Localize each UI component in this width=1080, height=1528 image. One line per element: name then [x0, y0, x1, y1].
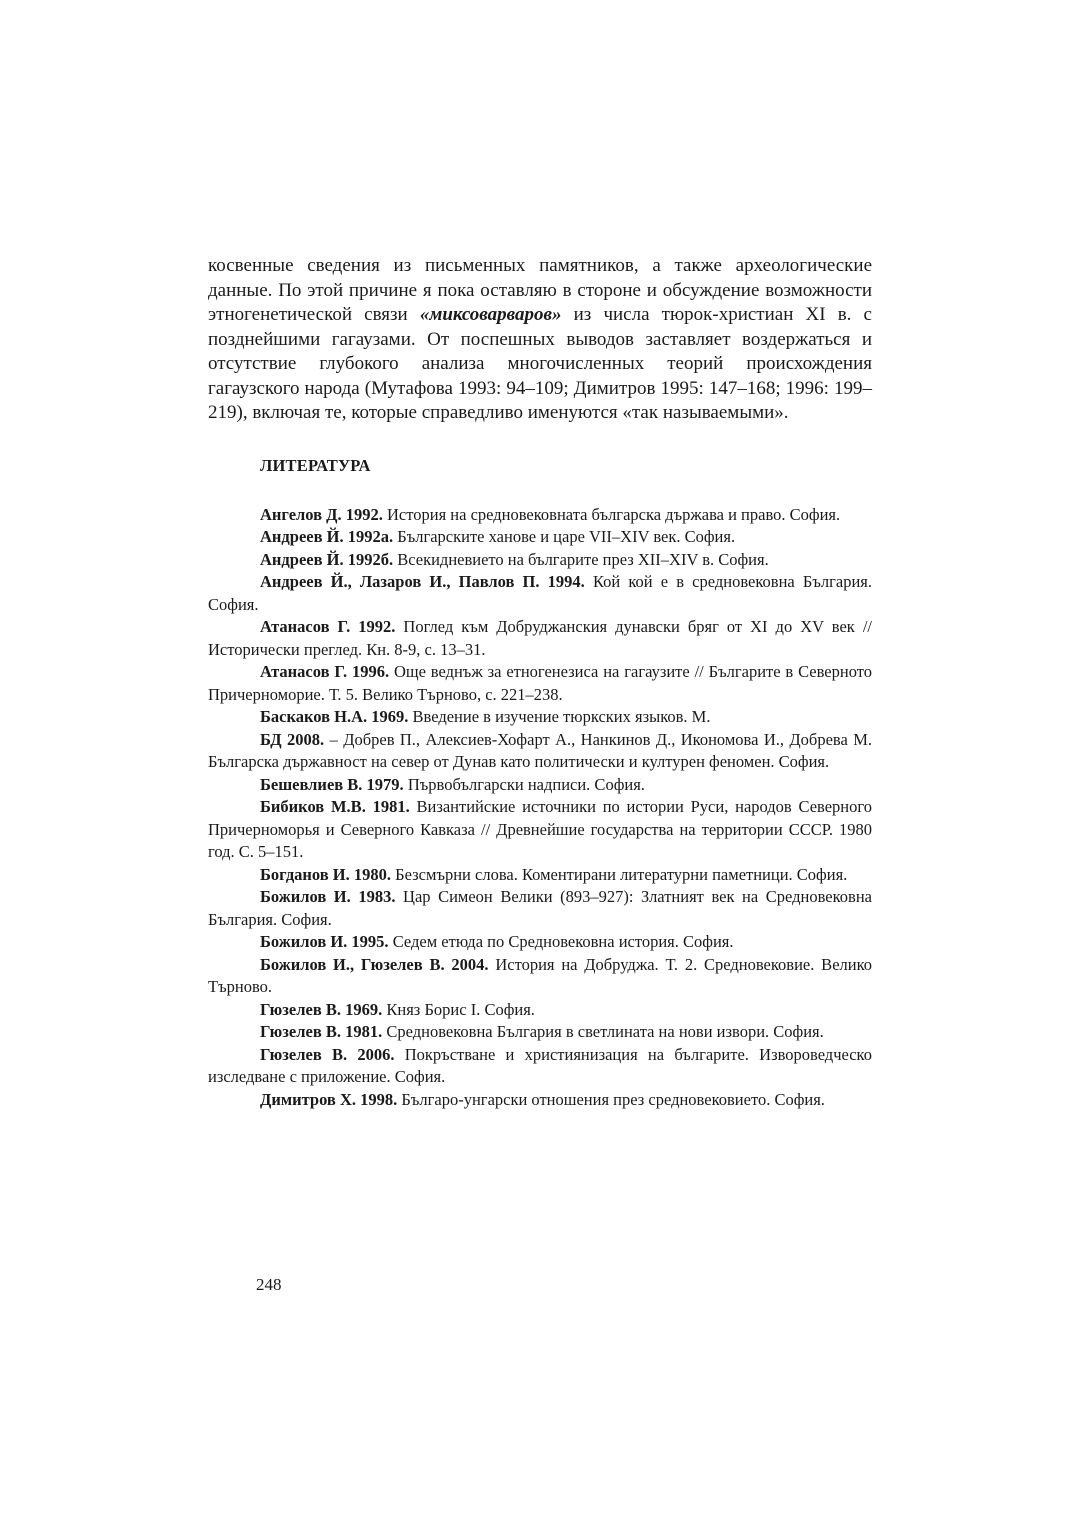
reference-author: БД 2008.	[260, 729, 325, 749]
reference-author: Димитров Х. 1998.	[260, 1089, 398, 1109]
body-text-before: косвенные сведения из письменных памятников, а также археологические данные. По этой причине я пока оставляю в стороне и обсуждение возможности этногенетической связи	[208, 255, 872, 325]
reference-text: Княз Борис I. София.	[382, 999, 535, 1019]
reference-item	[208, 504, 872, 527]
reference-item	[208, 616, 872, 661]
reference-text: Введение в изучение тюркских языков. М.	[408, 707, 711, 726]
reference-text: Поглед към Добруджанския дунавски бряг от XI до XV век // Исторически преглед. Кн. 8-9, с. 13–31.	[208, 617, 872, 659]
reference-item	[208, 931, 872, 954]
reference-text: История на Добруджа. Т. 2. Средновековие. Велико Търново.	[208, 954, 873, 996]
page-number: 248	[256, 1275, 282, 1294]
reference-author: Ангелов Д. 1992.	[260, 504, 383, 524]
reference-item	[208, 1089, 872, 1112]
reference-author: Гюзелев В. 2006.	[260, 1044, 395, 1064]
body-text-after: из числа тюрок-христиан XI в. с позднейшими гагаузами. От поспешных выводов заставляет воздержаться и отсутствие глубокого анализа многочисленных теорий происхождения гагаузского народа (Мутафова 1993: 94–109; Димитров 1995: 147–168; 1996: 199–219), включая те, которые справедливо именуются «так называемыми».	[208, 304, 872, 423]
reference-text: Безсмърни слова. Коментирани литературни паметници. София.	[391, 864, 848, 884]
reference-item	[208, 774, 872, 797]
reference-item	[208, 549, 872, 572]
reference-text: – Добрев П., Алексиев-Хофарт А., Нанкинов Д., Икономова И., Добрева М. Българска държавност на север от Дунав като политически и културен феномен. София.	[208, 729, 872, 771]
reference-text: Още веднъж за етногенезиса на гагаузите // Българите в Северното Причерноморие. Т. 5. Велико Търново, с. 221–238.	[208, 662, 872, 704]
reference-author: Андреев Й., Лазаров И., Павлов П. 1994.	[260, 572, 585, 591]
reference-item	[208, 796, 872, 864]
reference-author: Бешевлиев В. 1979.	[260, 774, 404, 794]
reference-author: Бибиков М.В. 1981.	[260, 797, 410, 816]
reference-item	[208, 706, 872, 729]
reference-text: История на средновековната българска държава и право. София.	[382, 504, 841, 524]
reference-list	[208, 504, 872, 1112]
reference-item	[208, 526, 872, 549]
reference-text: Покръстване и християнизация на българите. Извороведческо изследване с приложение. София.	[208, 1044, 872, 1086]
reference-item	[208, 1044, 872, 1089]
reference-text: Първобългарски надписи. София.	[403, 774, 645, 794]
reference-item	[208, 571, 872, 616]
body-paragraph	[208, 254, 872, 426]
reference-author: Богданов И. 1980.	[260, 864, 392, 884]
reference-author: Андреев Й. 1992а.	[260, 527, 394, 546]
section-heading: ЛИТЕРАТУРА	[260, 455, 371, 475]
reference-text: Византийские источники по истории Руси, народов Северного Причерноморья и Северного Кавказа // Древнейшие государства на территории СССР. 1980 год. С. 5–151.	[208, 797, 872, 861]
reference-text: Средновековна България в светлината на нови извори. София.	[382, 1022, 824, 1041]
reference-author: Божилов И. 1995.	[260, 932, 389, 951]
reference-text: Българо-унгарски отношения през средновековието. София.	[397, 1089, 825, 1109]
reference-author: Божилов И., Гюзелев В. 2004.	[260, 954, 489, 974]
reference-author: Атанасов Г. 1992.	[260, 617, 396, 636]
reference-text: Всекидневието на българите през XII–XIV в. София.	[393, 549, 769, 569]
reference-item	[208, 954, 872, 999]
reference-item	[208, 886, 872, 931]
reference-author: Баскаков Н.А. 1969.	[260, 707, 409, 726]
page-content	[208, 254, 872, 1111]
reference-text: Българските ханове и царе VII–XIV век. София.	[393, 527, 736, 546]
reference-text: Кой кой е в средновековна България. София.	[208, 572, 872, 614]
reference-item	[208, 864, 872, 887]
body-emphasis: «миксоварваров»	[419, 304, 562, 325]
reference-author: Божилов И. 1983.	[260, 887, 396, 906]
reference-author: Андреев Й. 1992б.	[260, 549, 394, 569]
reference-author: Атанасов Г. 1996.	[260, 662, 390, 681]
reference-item	[208, 999, 872, 1022]
reference-item	[208, 1021, 872, 1044]
reference-author: Гюзелев В. 1981.	[260, 1022, 383, 1041]
reference-item	[208, 661, 872, 706]
reference-author: Гюзелев В. 1969.	[260, 999, 383, 1019]
reference-item	[208, 729, 872, 774]
reference-text: Седем етюда по Средновековна история. София.	[388, 932, 734, 951]
reference-text: Цар Симеон Велики (893–927): Златният век на Средновековна България. София.	[208, 887, 872, 929]
